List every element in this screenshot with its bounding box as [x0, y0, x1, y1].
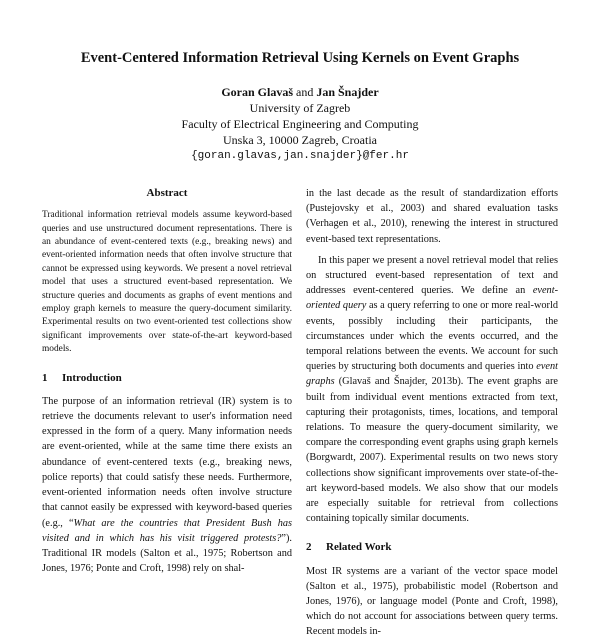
intro-paragraph-1 — [42, 394, 292, 576]
intro-example-query: What are the countries that President Bush has visited and in which has his visit triggered protests? — [42, 517, 292, 544]
paper-title: Event-Centered Information Retrieval Using Kernels on Event Graphs — [80, 50, 520, 66]
affiliation-faculty: Faculty of Electrical Engineering and Computing — [181, 117, 419, 131]
section-number: 1 — [42, 371, 48, 384]
affiliation-university: University of Zagreb — [249, 101, 351, 115]
section-title: Introduction — [62, 371, 122, 384]
author-1: Goran Glavaš — [221, 85, 293, 99]
author-2: Jan Šnajder — [316, 85, 379, 99]
intro-text: The purpose of an information retrieval (IR) system is to retrieve the documents relevant to user's information need expressed in the form of a query. Many information needs are event-oriented, while at the same time there exists an abundance of event-centered texts (e.g., breaking news, police reports) that could satisfy these needs. Furthermore, event-oriented information needs often involve structure that cannot easily be expressed with keyword-based queries (e.g., “ — [42, 395, 292, 529]
right-column — [306, 186, 558, 640]
section-number: 2 — [306, 541, 312, 554]
author-separator: and — [296, 85, 314, 99]
term-event-graphs: event graphs — [306, 361, 558, 388]
section-heading-related-work — [306, 540, 558, 555]
section-heading-introduction — [42, 371, 292, 386]
abstract-heading: Abstract — [146, 187, 188, 199]
author-block — [0, 84, 600, 164]
related-paragraph-1: Most IR systems are a variant of the vector space model (Salton et al., 1975), probabilistic model (Robertson and Jones, 1976), or language model (Ponte and Croft, 1998), which do not account for associations between query terms. Recent models in- — [306, 565, 558, 638]
author-names — [0, 84, 600, 100]
author-email: {goran.glavas,jan.snajder}@fer.hr — [191, 150, 409, 162]
intro-text: as a query referring to one or more real-world events, possibly including their participants, the circumstances under which the events occurred, and the temporal relations between the events. We account for such queries by structuring both documents and queries into — [306, 300, 558, 373]
intro-text: ”). Traditional IR models (Salton et al., 1975; Robertson and Jones, 1976; Ponte and Croft, 1998) rely on shal- — [42, 532, 292, 575]
section-title: Related Work — [326, 541, 392, 554]
intro-paragraph-2 — [306, 253, 558, 527]
affiliation-address: Unska 3, 10000 Zagreb, Croatia — [223, 133, 377, 147]
term-event-oriented-query: event-oriented query — [306, 285, 558, 312]
intro-text: (Glavaš and Šnajder, 2013b). The event graphs are built from individual event mentions extracted from text, capturing their protagonists, times, locations, and temporal relations. To measure the query-document similarity, we compare the corresponding event graphs using graph kernels (Borgwardt, 2007). Experimental results on two news story collections show significant improvements over state-of-the-art keyword-based models. We also show that our models are especially suitable for retrieval from collections containing topically similar documents. — [306, 376, 558, 525]
intro-paragraph-continued: in the last decade as the result of standardization efforts (Pustejovsky et al., 2003) and shared evaluation tasks (Verhagen et al., 2010), renewing the interest in structured event-based text representations. — [306, 188, 558, 245]
left-column — [42, 186, 292, 576]
abstract-text: Traditional information retrieval models assume keyword-based queries and use unstructured document representations. There is an abundance of event-centered texts (e.g., breaking news) and event-oriented information needs that often involve structure that cannot be expressed using keywords. We present a novel retrieval model that uses a structured event-based representation. We structure queries and documents as graphs of event mentions and employ graph kernels to measure the query-document similarity. Experimental results on two event-oriented test collections show significant improvements over state-of-the-art keyword-based models. — [42, 210, 292, 355]
intro-text: In this paper we present a novel retrieval model that relies on structured event-based representation of text and addresses event-centered queries. We define an — [306, 254, 558, 297]
